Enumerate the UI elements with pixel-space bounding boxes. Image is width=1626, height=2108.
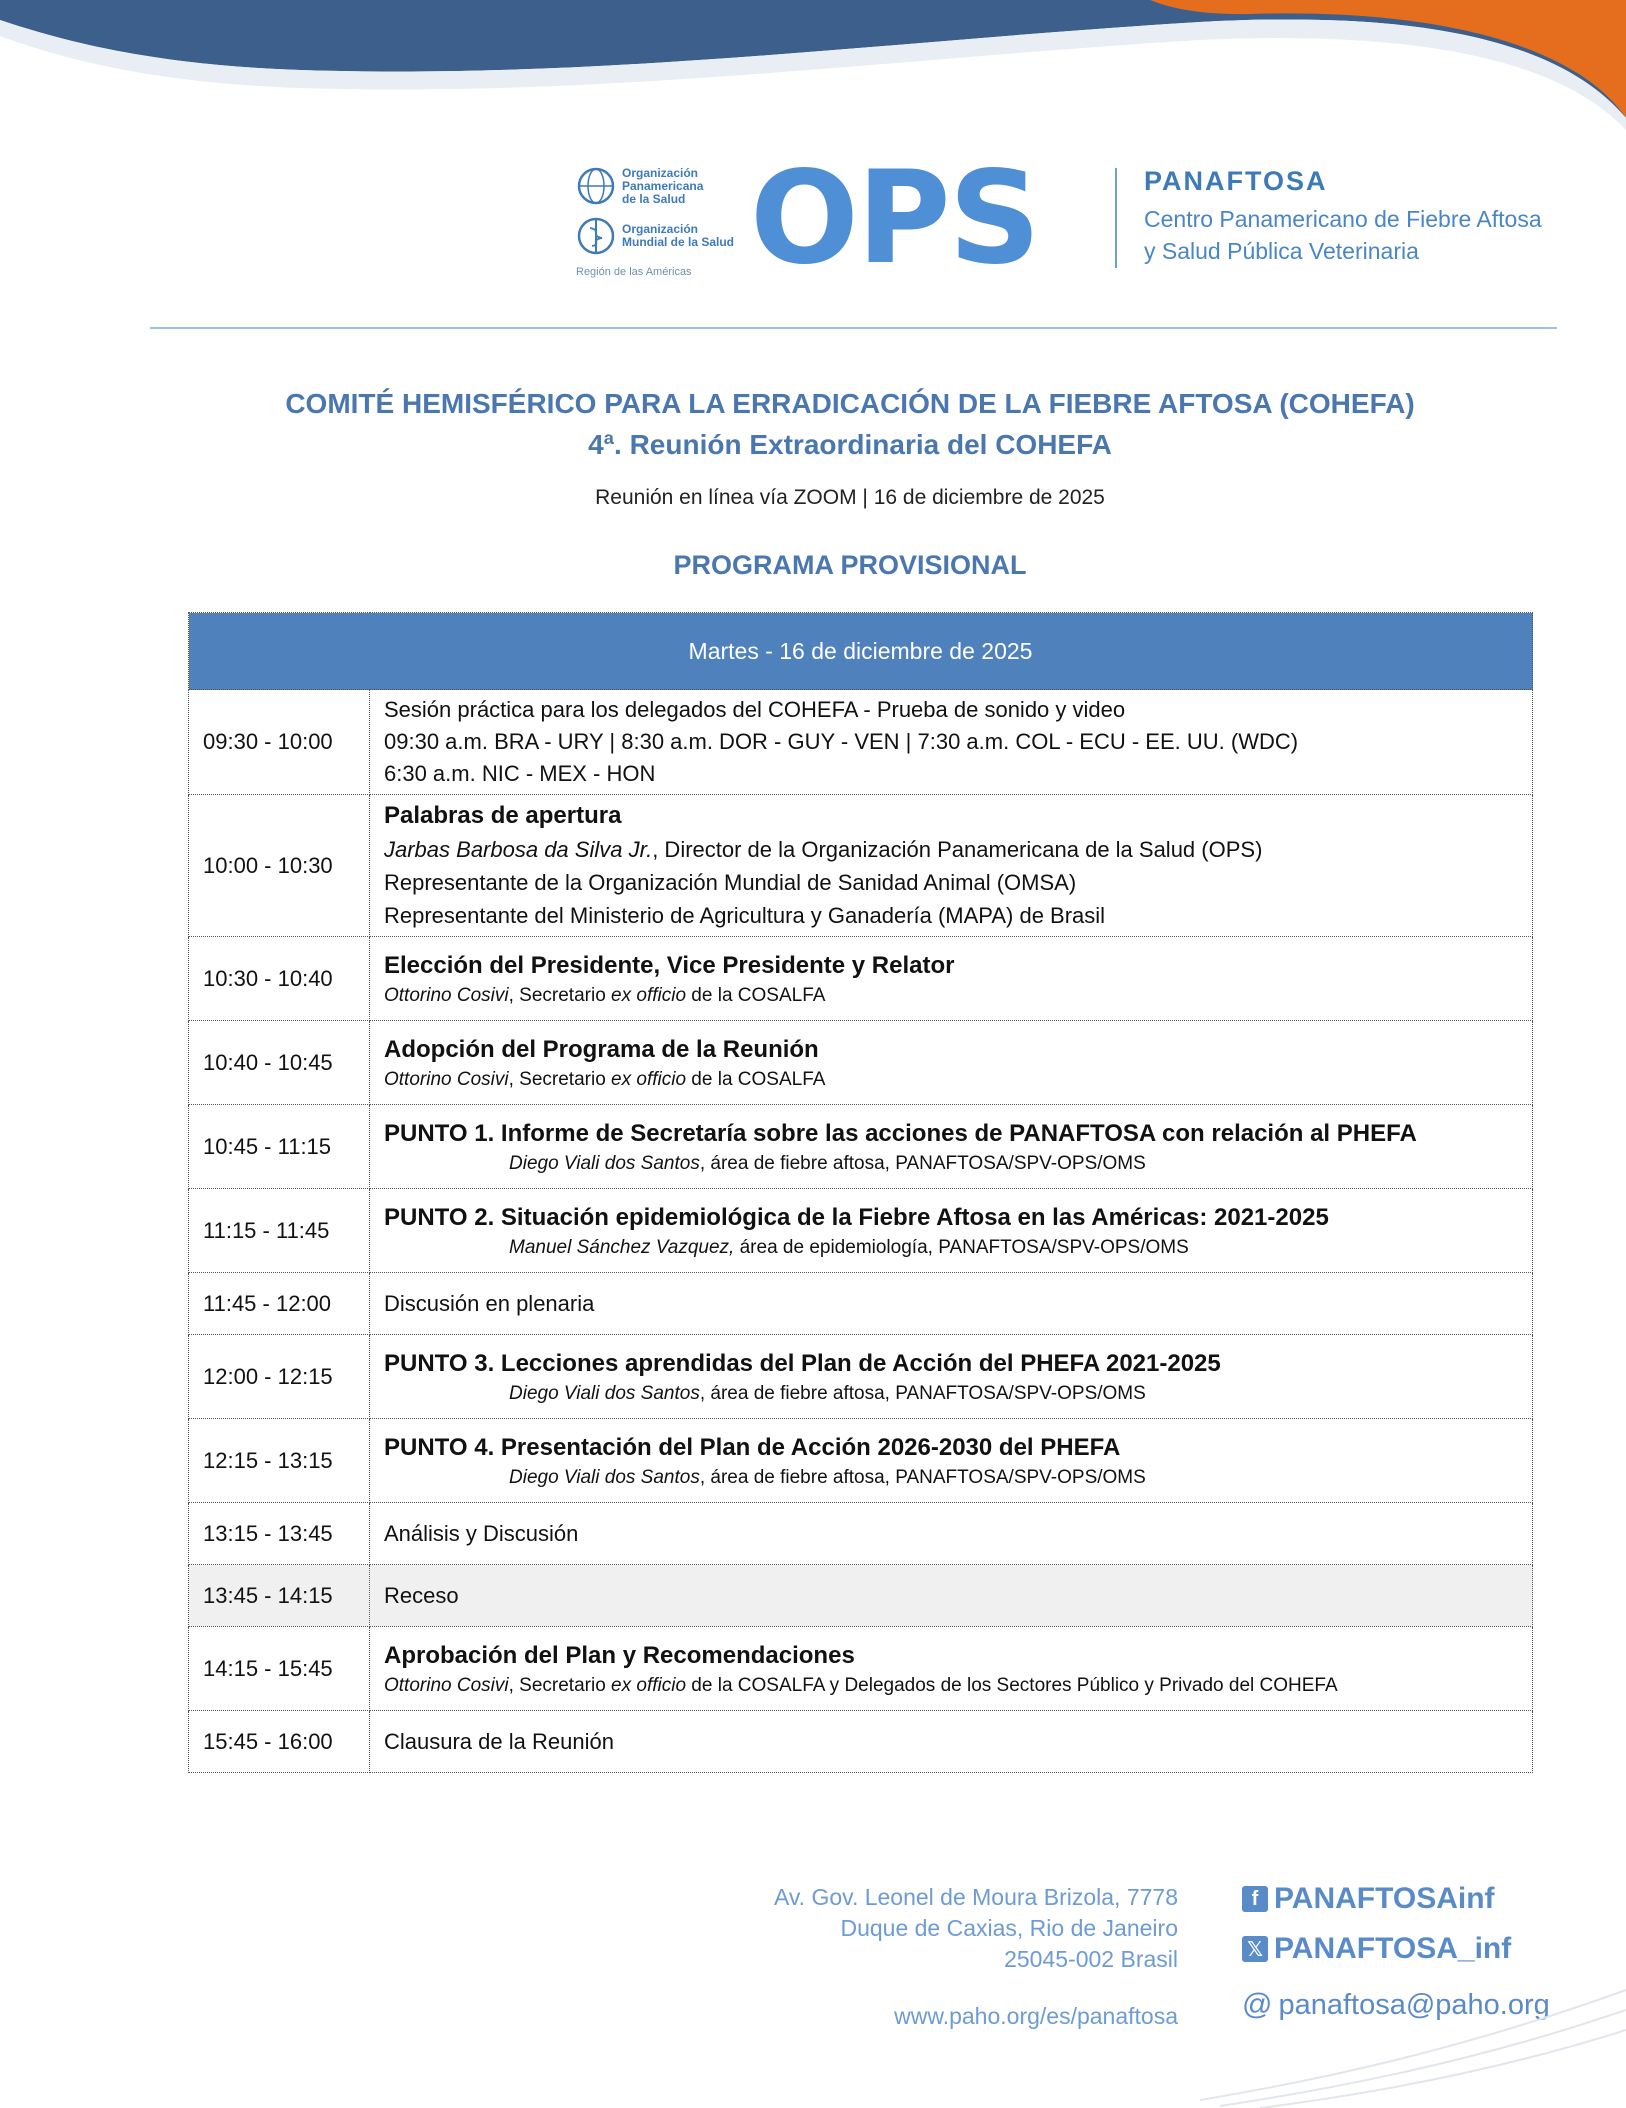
row-text: Análisis y Discusión bbox=[370, 1503, 1533, 1565]
table-row bbox=[189, 1105, 1533, 1189]
panaftosa-sub2: y Salud Pública Veterinaria bbox=[1144, 238, 1419, 264]
region-label: Región de las Américas bbox=[576, 266, 692, 278]
row-time: 10:40 - 10:45 bbox=[189, 1021, 370, 1105]
table-row bbox=[189, 1503, 1533, 1565]
facebook-handle: PANAFTOSAinf bbox=[1274, 1882, 1495, 1915]
row-speaker: Ottorino Cosivi bbox=[384, 1068, 509, 1090]
row-title: PUNTO 2. Situación epidemiológica de la Fiebre Aftosa en las Américas: 2021-2025 bbox=[384, 1203, 1329, 1231]
table-row bbox=[189, 1711, 1533, 1773]
row-rest: , área de fiebre aftosa, PANAFTOSA/SPV-OPS/OMS bbox=[699, 1466, 1146, 1488]
row-time: 10:00 - 10:30 bbox=[189, 795, 370, 937]
at-icon: @ bbox=[1242, 1988, 1273, 2021]
ops-logo: OPS bbox=[750, 144, 1039, 293]
table-row bbox=[189, 1335, 1533, 1419]
row-em: ex officio bbox=[611, 984, 687, 1006]
program-heading: PROGRAMA PROVISIONAL bbox=[673, 550, 1027, 580]
row-rest: , área de fiebre aftosa, PANAFTOSA/SPV-OPS/OMS bbox=[699, 1382, 1146, 1404]
x-icon: 𝕏 bbox=[1242, 1936, 1268, 1962]
paho-globe-icon bbox=[576, 166, 616, 206]
table-row bbox=[189, 1565, 1533, 1627]
address-line2: Duque de Caxias, Rio de Janeiro bbox=[840, 1915, 1178, 1941]
footer-address bbox=[760, 1882, 1178, 2032]
row-rest: de la COSALFA y Delegados de los Sectores Público y Privado del COHEFA bbox=[686, 1674, 1338, 1696]
row-speaker: Diego Viali dos Santos bbox=[509, 1382, 700, 1404]
logo-row bbox=[570, 144, 1570, 293]
who-emblem-icon bbox=[576, 216, 616, 256]
row-speaker: Ottorino Cosivi bbox=[384, 1674, 509, 1696]
row-title: Palabras de apertura bbox=[384, 802, 622, 829]
table-row bbox=[189, 1189, 1533, 1273]
main-title: COMITÉ HEMISFÉRICO PARA LA ERRADICACIÓN DE LA FIEBRE AFTOSA (COHEFA) bbox=[285, 388, 1415, 419]
org2-line1: Organización bbox=[622, 222, 699, 236]
program-table bbox=[188, 612, 1533, 1773]
row-title: PUNTO 4. Presentación del Plan de Acción 2026-2030 del PHEFA bbox=[384, 1433, 1121, 1461]
row-speaker: Jarbas Barbosa da Silva Jr. bbox=[384, 837, 653, 862]
facebook-link[interactable] bbox=[1242, 1874, 1550, 1924]
row-text: Receso bbox=[370, 1565, 1533, 1627]
row-time: 09:30 - 10:00 bbox=[189, 690, 370, 795]
row-speaker: Ottorino Cosivi bbox=[384, 984, 509, 1006]
row-time: 13:45 - 14:15 bbox=[189, 1565, 370, 1627]
meeting-info: Reunión en línea vía ZOOM | 16 de diciembre de 2025 bbox=[595, 486, 1105, 509]
day-header: Martes - 16 de diciembre de 2025 bbox=[189, 613, 1533, 690]
row-time: 14:15 - 15:45 bbox=[189, 1627, 370, 1711]
row-title: Elección del Presidente, Vice Presidente y Relator bbox=[384, 951, 955, 979]
row-title: Adopción del Programa de la Reunión bbox=[384, 1035, 819, 1063]
logo-divider bbox=[1115, 168, 1117, 268]
panaftosa-sub1: Centro Panamericano de Fiebre Aftosa bbox=[1144, 206, 1542, 232]
row-time: 13:15 - 13:45 bbox=[189, 1503, 370, 1565]
footer-swirl bbox=[1200, 1960, 1626, 2108]
row-title: PUNTO 3. Lecciones aprendidas del Plan de Acción del PHEFA 2021-2025 bbox=[384, 1349, 1221, 1377]
panaftosa-logo bbox=[1144, 166, 1542, 267]
website-link[interactable]: www.paho.org/es/panaftosa bbox=[894, 2003, 1178, 2029]
row-time: 12:15 - 13:15 bbox=[189, 1419, 370, 1503]
row-em: ex officio bbox=[611, 1068, 687, 1090]
row-rest: de la COSALFA bbox=[686, 984, 826, 1006]
table-row bbox=[189, 690, 1533, 795]
row-speaker-rest: , Director de la Organización Panamericana de la Salud (OPS) bbox=[652, 837, 1263, 862]
table-row bbox=[189, 795, 1533, 937]
row-time: 12:00 - 12:15 bbox=[189, 1335, 370, 1419]
row-text: Clausura de la Reunión bbox=[370, 1711, 1533, 1773]
table-row bbox=[189, 1627, 1533, 1711]
org2-line2: Mundial de la Salud bbox=[622, 235, 735, 249]
org1-line3: de la Salud bbox=[622, 191, 686, 206]
row-em: ex officio bbox=[611, 1674, 687, 1696]
row-text: Discusión en plenaria bbox=[370, 1273, 1533, 1335]
email-address: panaftosa@paho.org bbox=[1278, 1988, 1550, 2021]
table-row bbox=[189, 937, 1533, 1021]
row-time: 15:45 - 16:00 bbox=[189, 1711, 370, 1773]
header-wave bbox=[0, 0, 1626, 150]
row-mid: , Secretario bbox=[508, 1674, 612, 1696]
facebook-icon: f bbox=[1242, 1886, 1268, 1912]
org1-line2: Panamericana bbox=[622, 178, 704, 193]
row-speaker: Diego Viali dos Santos bbox=[509, 1152, 700, 1174]
row-title: PUNTO 1. Informe de Secretaría sobre las acciones de PANAFTOSA con relación al PHEFA bbox=[384, 1119, 1417, 1147]
org-logos bbox=[576, 166, 756, 279]
row-line: Representante de la Organización Mundial de Sanidad Animal (OMSA) bbox=[384, 870, 1077, 895]
table-row bbox=[189, 1021, 1533, 1105]
header-divider bbox=[150, 327, 1557, 329]
table-header-row bbox=[189, 613, 1533, 690]
row-title: Aprobación del Plan y Recomendaciones bbox=[384, 1641, 855, 1669]
row-time: 10:45 - 11:15 bbox=[189, 1105, 370, 1189]
table-row bbox=[189, 1419, 1533, 1503]
row-speaker: Diego Viali dos Santos bbox=[509, 1466, 700, 1488]
address-line3: 25045-002 Brasil bbox=[1004, 1946, 1178, 1972]
row-line: Sesión práctica para los delegados del COHEFA - Prueba de sonido y video bbox=[384, 697, 1126, 722]
org1-line1: Organización bbox=[622, 165, 699, 180]
row-mid: , Secretario bbox=[508, 984, 612, 1006]
row-speaker: Manuel Sánchez Vazquez, bbox=[509, 1236, 735, 1258]
x-handle: PANAFTOSA_inf bbox=[1274, 1932, 1512, 1965]
row-rest: , área de fiebre aftosa, PANAFTOSA/SPV-OPS/OMS bbox=[699, 1152, 1146, 1174]
row-line: Representante del Ministerio de Agricultura y Ganadería (MAPA) de Brasil bbox=[384, 903, 1106, 928]
row-mid: , Secretario bbox=[508, 1068, 612, 1090]
row-time: 11:45 - 12:00 bbox=[189, 1273, 370, 1335]
row-line: 6:30 a.m. NIC - MEX - HON bbox=[384, 761, 656, 786]
document-titles bbox=[0, 384, 1626, 581]
row-time: 10:30 - 10:40 bbox=[189, 937, 370, 1021]
table-row bbox=[189, 1273, 1533, 1335]
subtitle: 4ª. Reunión Extraordinaria del COHEFA bbox=[588, 429, 1112, 460]
address-line1: Av. Gov. Leonel de Moura Brizola, 7778 bbox=[773, 1884, 1178, 1910]
row-line: 09:30 a.m. BRA - URY | 8:30 a.m. DOR - GUY - VEN | 7:30 a.m. COL - ECU - EE. UU. (WDC) bbox=[384, 729, 1299, 754]
row-time: 11:15 - 11:45 bbox=[189, 1189, 370, 1273]
panaftosa-title: PANAFTOSA bbox=[1144, 166, 1328, 196]
row-rest: área de epidemiología, PANAFTOSA/SPV-OPS/OMS bbox=[734, 1236, 1189, 1258]
row-rest: de la COSALFA bbox=[686, 1068, 826, 1090]
